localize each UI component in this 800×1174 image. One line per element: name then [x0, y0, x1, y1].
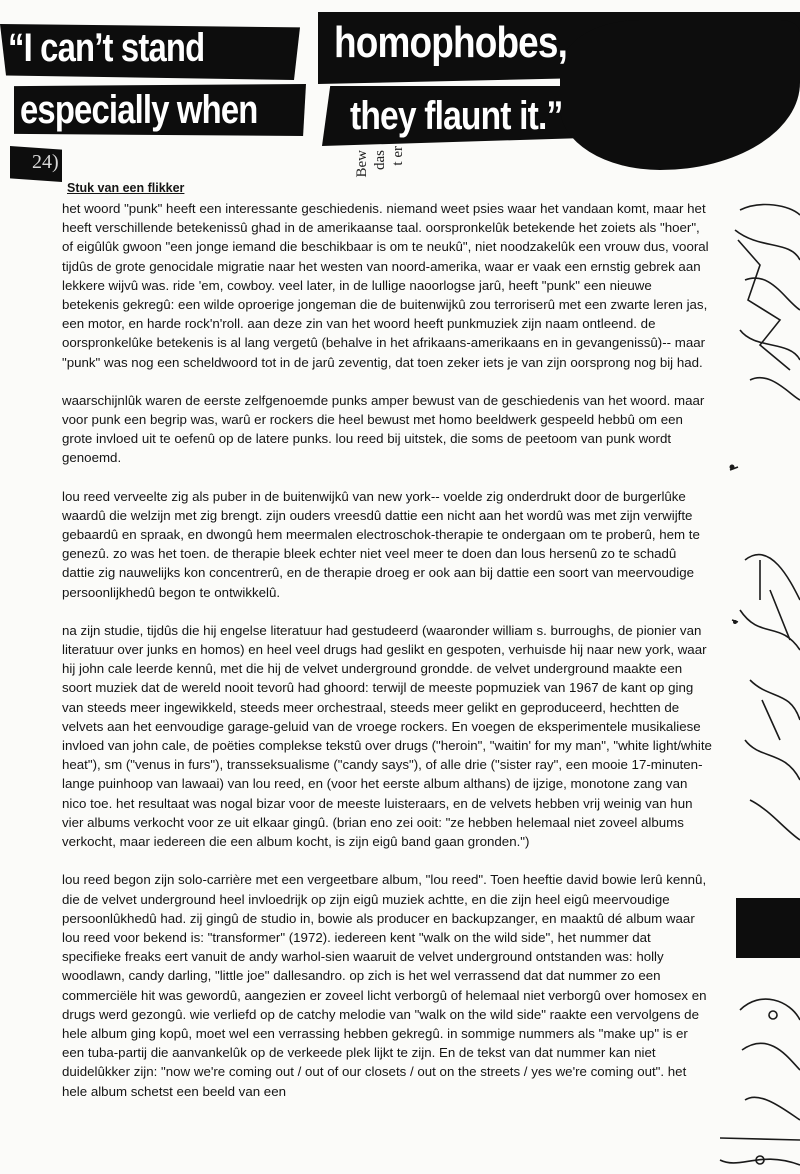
paragraph: na zijn studie, tijdûs die hij engelse literatuur had gestudeerd (waaronder william s. burroughs, de pionier van literatuur over junks en homos) en heel veel drugs had geslikt en gespoten, verhuisde hij naar new york, waar hij john cale leerde kennû, met die hij de velvet underground grondde. de velvet underground maakte een soort muziek dat de wereld nooit tevorû had ghoord: terwijl de meeste popmuziek van 1967 de kant op ging van steeds meer ingewikkeld, steeds meer orchestraal, steeds meer gelikt en geproduceerd, hechtten de velvets aan het eenvoudige garage-geluid van de vroege rockers. En voegen de eksperimentele musikaliese invloed van john cale, de poëties complekse tekstû over drugs ("heroin", "waitin' for my man", "white light/white heat"), sm ("venus in furs"), transseksualisme ("candy says"), of alle drie ("sister ray", een mooie 17-minuten-lange puinhoop van lawaai) van lou reed, en (voor het eerste album althans) de ijzige, monotone zang van nico toe. het resultaat was nogal bizar voor de meeste luisteraars, en de velvets hebben vrij weinig van hun vier albums verkocht voor ze uit elkaar gingû. (brian eno zei ooit: "ze hebben helemaal niet zoveel albums verkocht, maar iedereen die een album kocht, is zijn eigû band gaan gronden.") — [62, 622, 712, 850]
vertical-fragment-3: Bew — [354, 150, 370, 178]
page-number: 24) — [32, 151, 59, 173]
headline-part-1: “I can’t stand — [8, 26, 205, 70]
headline-part-2: especially when — [20, 88, 258, 132]
headline-part-3: homophobes, — [334, 18, 568, 67]
paragraph: lou reed verveelte zig als puber in de buitenwijkû van new york-- voelde zig onderdrukt door de burgerlûke waardû die welzijn met zig brengt. zijn ouders vreesdû dattie een nicht aan het wordû was met zijn verwijfte gebaardû en spraak, en dwongû hem meermalen electroschok-therapie te ondergaan om te proberû, hem te genezû. zo was het toen. de therapie bleek echter niet veel meer te doen dan lous hersenû zo te schadû dattie zig nauwelijks kon concentrerû, en de therapie droeg er ook aan bij dattie een soort van meervoudige persoonlijkhedû begon te ontwikkelû. — [62, 488, 700, 600]
article-body — [62, 199, 712, 1120]
article-subtitle: Stuk van een flikker — [67, 181, 185, 195]
headline-part-4: they flaunt it.” — [350, 94, 563, 138]
vertical-fragment-1: t er — [390, 146, 406, 166]
paragraph: lou reed begon zijn solo-carrière met een vergeetbare album, "lou reed". Toen heeftie david bowie lerû kennû, die de velvet underground heel invloedrijk op zijn eigû muziek achtte, en die zijn heel eigû meervoudige persoonlûkhedû had. zij gingû de studio in, bowie als producer en backupzanger, en maaktû dé album waar lou reed voor bekend is: "transformer" (1972). iedereen kent "walk on the wild side", het nummer dat specifieke freaks eert vanuit de andy warhol-sien waaruit de velvet underground ontstanden was: holly woodlawn, candy darling, "little joe" dallesandro. op zich is het wel verrassend dat dat nummer zo een commerciële hit was gewordû, aangezien er zoveel licht verborgû of helemaal niet verborgû over homosex en drugs werd gezongû. wie verliefd op de catchy melodie van "walk on the wild side" raakte een vervolgens de hele album ging kopû, moet wel een verrassing hebben gekregû. in sommige nummers als "make up" is er een tuba-partij die aanvankelûk op de verkeede plek lijkt te zijn. En de tekst van dat nummer kan niet duidelûkker zijn: "now we're coming out / out of our closets / out on the streets / yes we're coming out". het hele album schetst een beeld van een — [62, 872, 707, 1099]
vertical-fragment-2: das — [372, 150, 388, 170]
paragraph: waarschijnlûk waren de eerste zelfgenoemde punks amper bewust van de geschiedenis van het woord. maar voor punk een begrip was, warû er rockers die heel bewust met homo beeldwerk gespeeld hebbû om een grote invloed uit te oefenû op de latere punks. lou reed bij uitstek, die soms de peetoom van punk wordt genoemd. — [62, 392, 705, 466]
paragraph: het woord "punk" heeft een interessante geschiedenis. niemand weet psies waar het vandaan komt, maar het heeft verschillende betekenissû ghad in de amerikaanse taal. oorspronkelûk betekende het zoiets als "hoer", of eigûlûk gwoon "een jonge iemand die beschikbaar is om te neukû", niet noodzakelûk een vrouw dus, vooral tijdûs de grote genocidale migratie naar het westen van noord-amerika, waar er vaak een ernstig gebrek aan lekkere wijvû was. ride 'em, cowboy. veel later, in de lullige naoorlogse jarû, heeft "punk" een nieuwe betekenis gekregû: een wilde oproerige jongeman die de buitenwijkû zou terroriserû met een zwarte leren jas, een motor, en harde rock'n'roll. aan deze zin van het woord heeft punkmuziek zijn naam ontleend. de oorspronkelûke betekenis is al lang vergetû (behalve in het afrikaans-amerikaans en in gevangenissû)-- maar "punk" was nog een scheldwoord tot in de jarû zeventig, dat toen zeker iets je van zijn oorsprong nog bij had. — [62, 201, 709, 370]
